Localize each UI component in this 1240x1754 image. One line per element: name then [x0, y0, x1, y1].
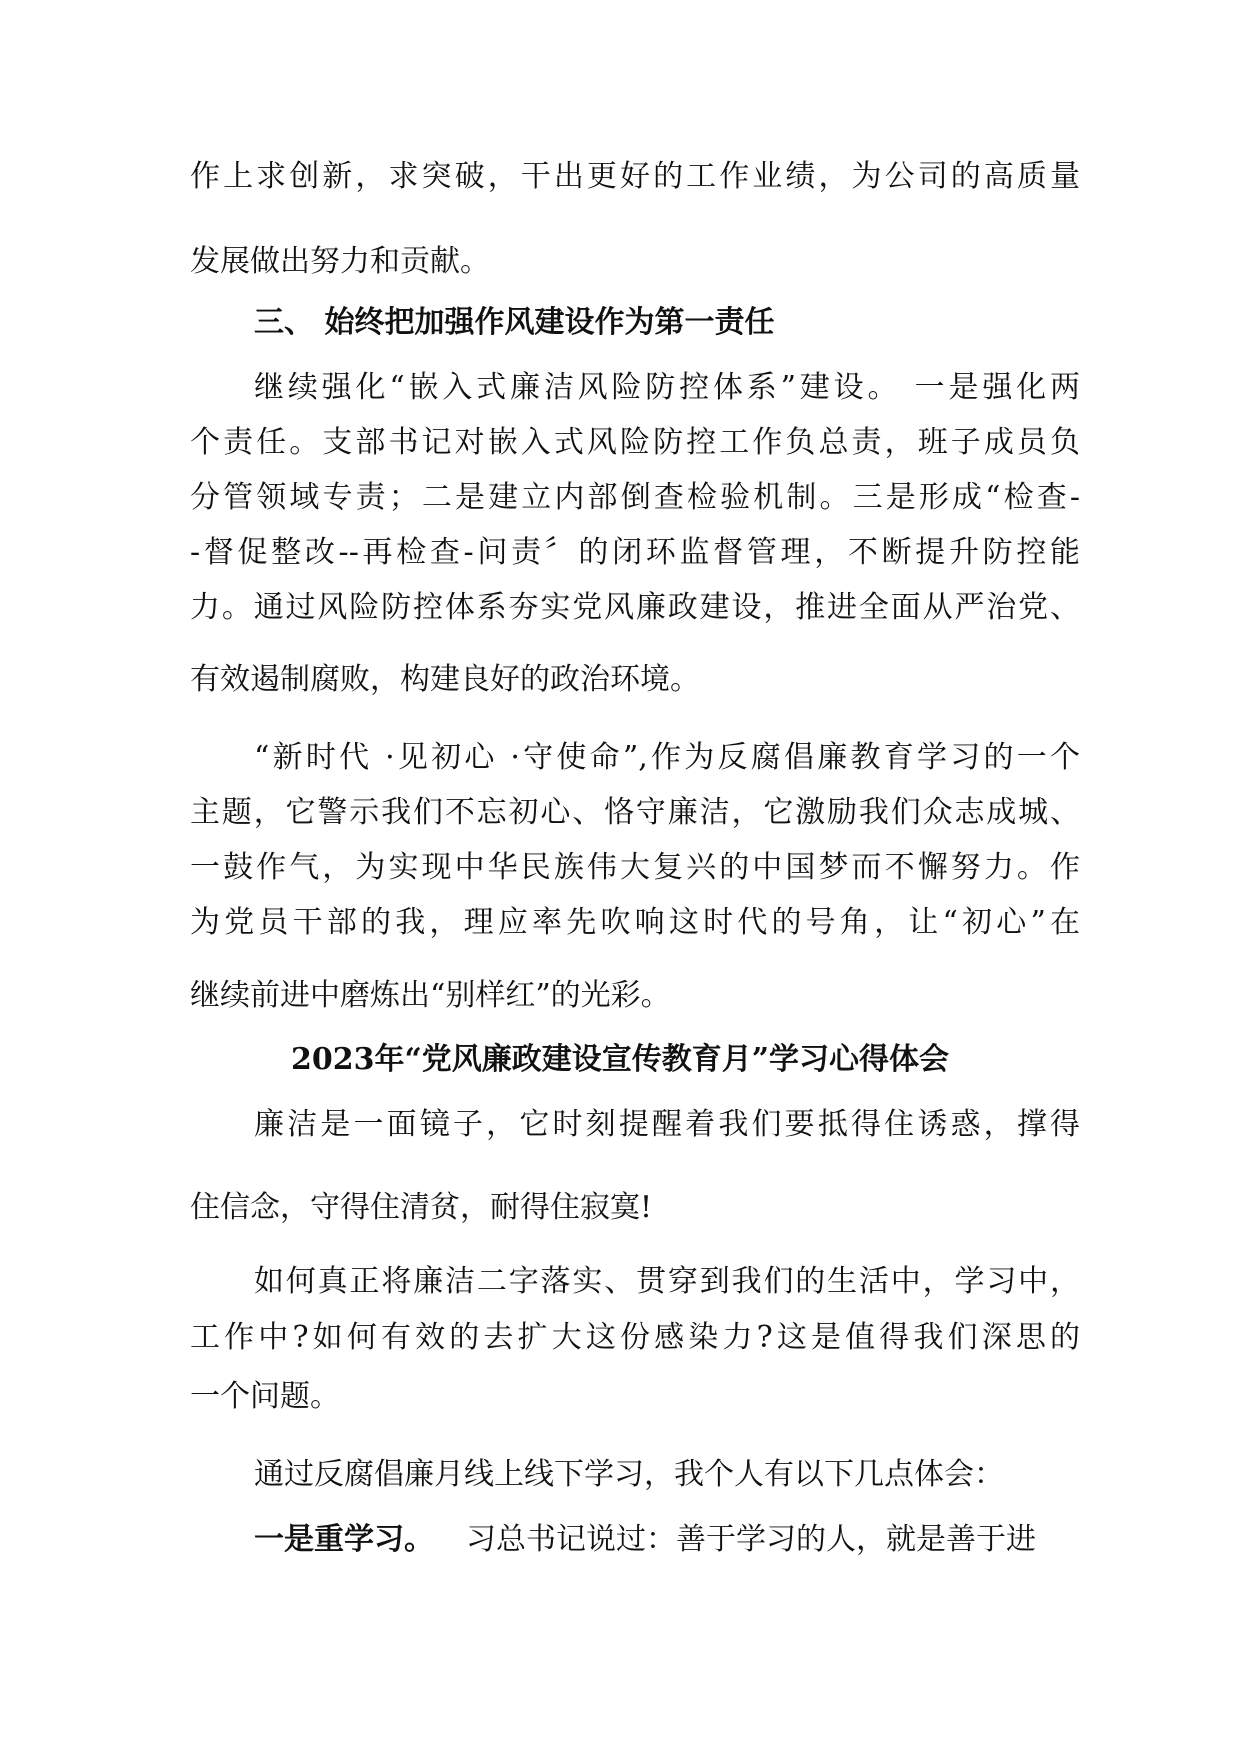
body-line: 继续强化“嵌入式廉洁风险防控体系”建设。 一是强化两: [254, 370, 1080, 405]
body-line: 分管领域专责；二是建立内部倒查检验机制。三是形成“检查-: [190, 480, 1080, 515]
point-text: 习总书记说过：善于学习的人，就是善于进: [466, 1522, 1036, 1557]
article-title: 2023年“党风廉政建设宣传教育月”学习心得体会: [290, 1042, 949, 1077]
body-line: 一个问题。: [190, 1379, 340, 1414]
body-line: 住信念，守得住清贫，耐得住寂寞!: [190, 1190, 653, 1225]
body-line: 如何真正将廉洁二字落实、贯穿到我们的生活中，学习中，: [254, 1264, 1080, 1299]
body-line: 工作中?如何有效的去扩大这份感染力?这是值得我们深思的: [190, 1320, 1080, 1355]
body-line: 继续前进中磨炼出“别样红”的光彩。: [190, 978, 671, 1013]
section-heading: 三、 始终把加强作风建设作为第一责任: [254, 305, 775, 340]
body-line: 有效遏制腐败，构建良好的政治环境。: [190, 662, 700, 697]
body-line: 作上求创新，求突破，干出更好的工作业绩，为公司的高质量: [190, 159, 1080, 194]
body-line: 廉洁是一面镜子，它时刻提醒着我们要抵得住诱惑，撑得: [254, 1107, 1080, 1142]
body-line: 发展做出努力和贡献。: [190, 244, 490, 279]
body-line: 为党员干部的我，理应率先吹响这时代的号角，让“初心”在: [190, 905, 1080, 940]
body-line: -督促整改--再检查-问责〞的闭环监督管理，不断提升防控能: [190, 535, 1080, 570]
point-heading: 一是重学习。: [254, 1522, 434, 1557]
body-line: “新时代 ·见初心 ·守使命”,作为反腐倡廉教育学习的一个: [254, 740, 1080, 775]
body-line: 一鼓作气，为实现中华民族伟大复兴的中国梦而不懈努力。作: [190, 850, 1080, 885]
body-line: 力。通过风险防控体系夯实党风廉政建设，推进全面从严治党、: [190, 590, 1080, 625]
body-line: 个责任。支部书记对嵌入式风险防控工作负总责，班子成员负: [190, 425, 1080, 460]
body-line: [190, 1520, 1080, 1560]
body-line: 通过反腐倡廉月线上线下学习，我个人有以下几点体会：: [254, 1457, 1004, 1492]
body-line: 主题，它警示我们不忘初心、恪守廉洁，它激励我们众志成城、: [190, 795, 1080, 830]
